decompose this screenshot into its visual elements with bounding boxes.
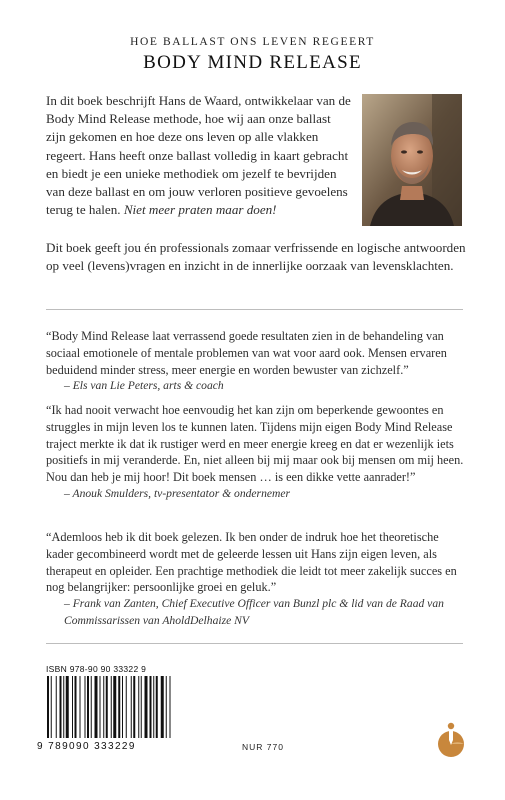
intro-paragraph-2: Dit boek geeft jou én professionals zomaar verfrissende en logische antwoorden op veel (levens)vragen en inzicht in de innerlijke oorzaak van levensklachten. [46,240,466,274]
quote-text: “Body Mind Release laat verrassend goede resultaten zien in de behandeling van sociaal emotionele of mentale problemen van wat voor aard ook. Mensen ervaren beduidend minder stress, meer energie en worden bewuster van zichzelf.” [46,329,447,377]
intro-paragraph [46,92,351,219]
quote-block [46,402,464,503]
book-subtitle: HOE BALLAST ONS LEVEN REGEERT [130,36,375,48]
intro-text: In dit boek beschrijft Hans de Waard, ontwikkelaar van de Body Mind Release methode, hoe wij aan onze ballast zijn gekomen en hoe deze ons leven op alle vlakken regeert. Hans heeft onze ballast volledig in kaart gebracht en biedt je een unieke methodiek om jezelf te bevrijden van deze ballast en om jouw verloren positieve gevoelens terug te halen. [46,93,351,218]
nur-code: NUR 770 [242,742,284,752]
quote-block [46,529,464,630]
quote-text: “Ik had nooit verwacht hoe eenvoudig het kan zijn om beperkende gewoontes en struggles in mijn leven los te kunnen laten. Tijdens mijn eigen Body Mind Release traject merkte ik dat ik rustiger werd en meer energie kreeg en dat er wezenlijk iets positiefs in mij veranderde. En, niet alleen bij mij maar ook bij mensen om mij heen. Nou dan heb je mij hoor! Dit boek mensen … is een dikke vette aanrader!” [46,403,464,485]
isbn-label: ISBN 978-90 90 33322 9 [46,664,147,674]
quote-text: “Ademloos heb ik dit boek gelezen. Ik ben onder de indruk hoe het theoretische kader gecombineerd wordt met de geleerde lessen uit Hans zijn eigen leven, als therapeut en opleider. Een prachtige methodiek die leidt tot meer zakelijk succes en nog belangrijker: persoonlijke groei en geluk.” [46,530,457,595]
book-title: BODY MIND RELEASE [143,52,362,73]
quote-attribution: – Els van Lie Peters, arts & coach [64,379,224,393]
author-portrait-icon [362,94,462,226]
quote-attribution: – Anouk Smulders, tv-presentator & ondernemer [64,486,291,500]
publisher-logo-icon [436,719,466,759]
barcode-icon [46,676,226,738]
divider [46,643,463,644]
quote-block [46,328,464,395]
barcode-digits: 9 789090 333229 [37,741,136,752]
quote-attribution: – Frank van Zanten, Chief Executive Officer van Bunzl plc & lid van de Raad van Commissarissen van AholdDelhaize NV [64,597,444,627]
intro-emphasis: Niet meer praten maar doen! [123,202,277,218]
author-photo [362,94,462,226]
divider [46,309,463,310]
